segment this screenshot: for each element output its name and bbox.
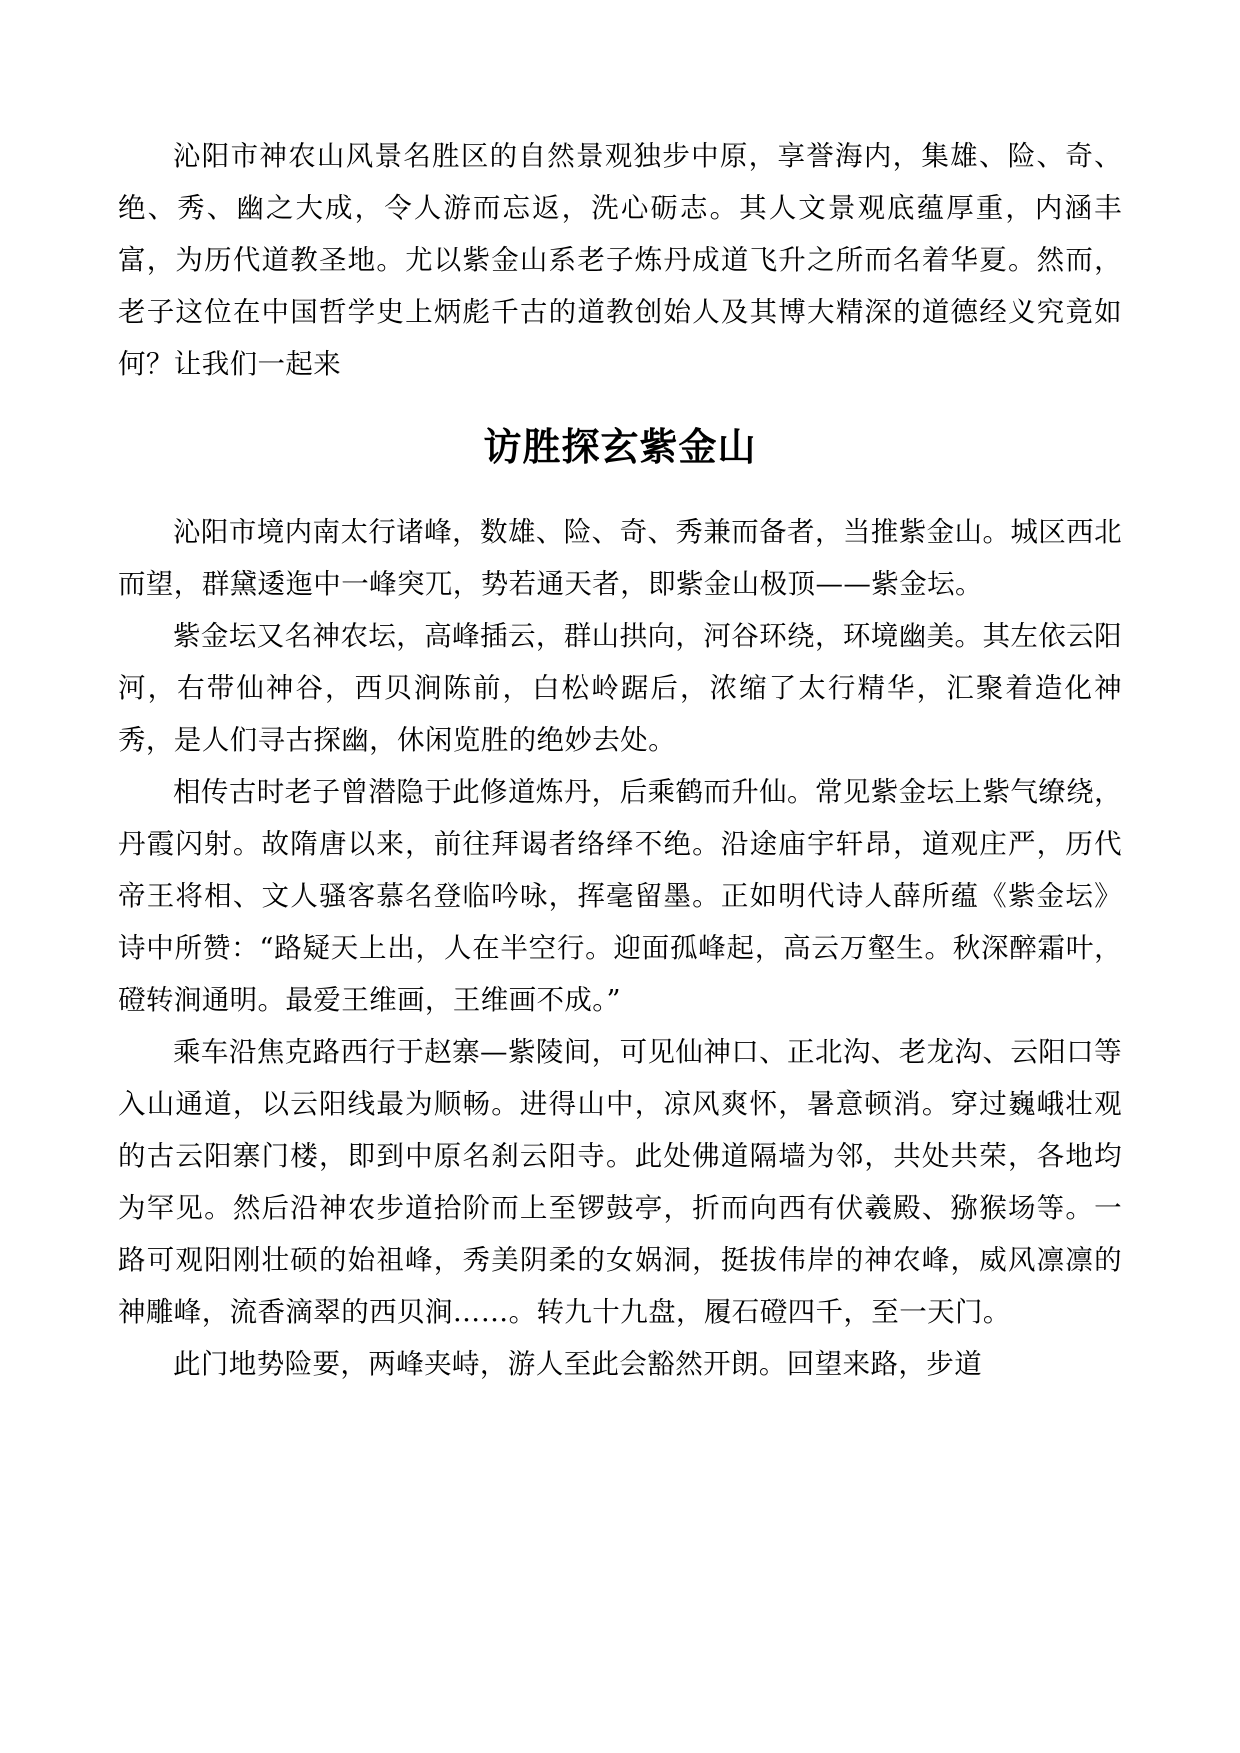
body-paragraph-2: 紫金坛又名神农坛，高峰插云，群山拱向，河谷环绕，环境幽美。其左依云阳河，右带仙神谷，西贝涧陈前，白松岭踞后，浓缩了太行精华，汇聚着造化神秀，是人们寻古探幽，休闲览胜的绝妙去处。 [118,620,1122,756]
document-body [118,130,1122,1390]
intro-paragraph: 沁阳市神农山风景名胜区的自然景观独步中原，享誉海内，集雄、险、奇、绝、秀、幽之大成，令人游而忘返，洗心砺志。其人文景观底蕴厚重，内涵丰富，为历代道教圣地。尤以紫金山系老子炼丹成道飞升之所而名着华夏。然而，老子这位在中国哲学史上炳彪千古的道教创始人及其博大精深的道德经义究竟如何？让我们一起来 [118,140,1122,380]
page-title: 访胜探玄紫金山 [483,425,757,469]
body-paragraph-1: 沁阳市境内南太行诸峰，数雄、险、奇、秀兼而备者，当推紫金山。城区西北而望，群黛逶迤中一峰突兀，势若通天者，即紫金山极顶——紫金坛。 [118,516,1122,600]
body-paragraph-5: 此门地势险要，两峰夹峙，游人至此会豁然开朗。回望来路，步道 [173,1348,983,1380]
body-paragraph-4: 乘车沿焦克路西行于赵寨—紫陵间，可见仙神口、正北沟、老龙沟、云阳口等入山通道，以云阳线最为顺畅。进得山中，凉风爽怀，暑意顿消。穿过巍峨壮观的古云阳寨门楼，即到中原名刹云阳寺。此处佛道隔墙为邻，共处共荣，各地均为罕见。然后沿神农步道拾阶而上至锣鼓亭，折而向西有伏羲殿、猕猴场等。一路可观阳刚壮硕的始祖峰，秀美阴柔的女娲洞，挺拔伟岸的神农峰，威风凛凛的神雕峰，流香滴翠的西贝涧……。转九十九盘，履石磴四千，至一天门。 [118,1036,1122,1328]
body-paragraph-3: 相传古时老子曾潜隐于此修道炼丹，后乘鹤而升仙。常见紫金坛上紫气缭绕，丹霞闪射。故隋唐以来，前往拜谒者络绎不绝。沿途庙宇轩昂，道观庄严，历代帝王将相、文人骚客慕名登临吟咏，挥毫留墨。正如明代诗人薛所蕴《紫金坛》诗中所赞：“路疑天上出，人在半空行。迎面孤峰起，高云万壑生。秋深醉霜叶，磴转涧通明。最爱王维画，王维画不成。” [118,776,1122,1016]
